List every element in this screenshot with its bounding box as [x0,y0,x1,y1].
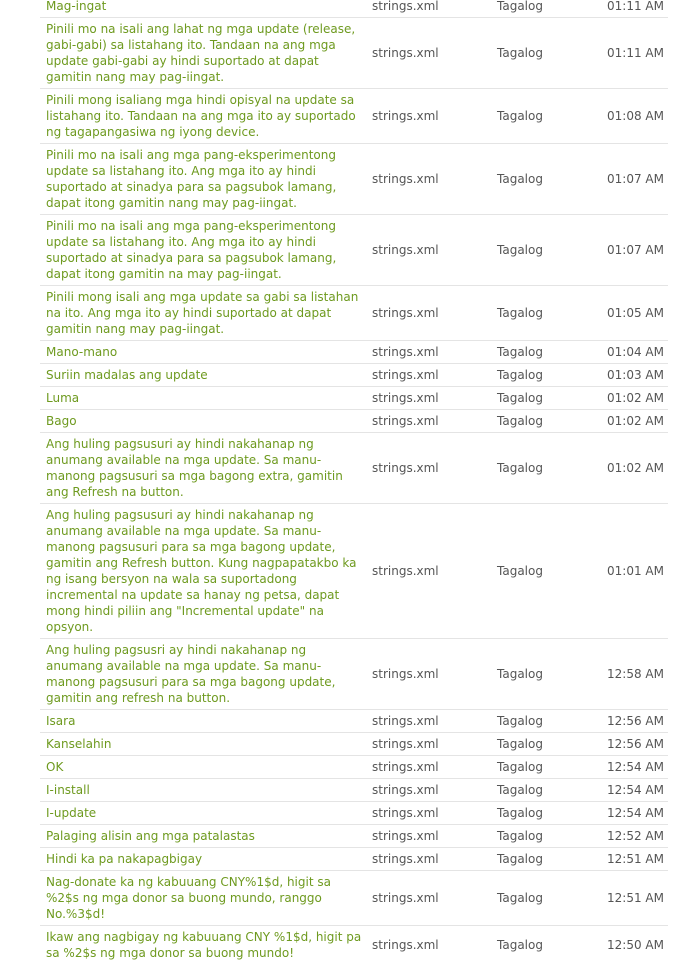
timestamp-cell: 12:52 AM [577,825,668,848]
table-row[interactable] [40,144,668,215]
language-cell: Tagalog [492,926,577,964]
file-name-cell: strings.xml [367,410,492,433]
language-cell: Tagalog [492,825,577,848]
string-text-cell [40,848,367,871]
timestamp-cell: 01:05 AM [577,286,668,341]
language-cell: Tagalog [492,286,577,341]
string-text-cell [40,89,367,144]
string-text-link[interactable]: Bago [46,414,77,428]
file-name-cell: strings.xml [367,341,492,364]
timestamp-cell: 12:54 AM [577,779,668,802]
timestamp-cell: 12:54 AM [577,802,668,825]
table-row[interactable] [40,410,668,433]
timestamp-cell: 12:58 AM [577,639,668,710]
string-text-cell [40,286,367,341]
timestamp-cell: 01:04 AM [577,341,668,364]
file-name-cell: strings.xml [367,710,492,733]
string-text-cell [40,18,367,89]
file-name-cell: strings.xml [367,18,492,89]
timestamp-cell: 01:11 AM [577,0,668,18]
string-text-link[interactable]: Nag-donate ka ng kabuuang CNY%1$d, higit sa %2$s ng mga donor sa buong mundo, ranggo No.%3$d! [46,875,331,921]
table-row[interactable] [40,387,668,410]
table-row[interactable] [40,433,668,504]
file-name-cell: strings.xml [367,364,492,387]
string-text-cell [40,387,367,410]
table-row[interactable] [40,710,668,733]
string-text-link[interactable]: Mag-ingat [46,0,106,13]
table-row[interactable] [40,341,668,364]
timestamp-cell: 12:50 AM [577,926,668,964]
string-text-link[interactable]: Ikaw ang nagbigay ng kabuuang CNY %1$d, higit pa sa %2$s ng mga donor sa buong mundo! [46,930,361,960]
language-cell: Tagalog [492,0,577,18]
language-cell: Tagalog [492,710,577,733]
language-cell: Tagalog [492,756,577,779]
string-text-link[interactable]: Mano-mano [46,345,117,359]
table-row[interactable] [40,215,668,286]
timestamp-cell: 01:07 AM [577,144,668,215]
string-text-link[interactable]: Pinili mo na isali ang lahat ng mga update (release, gabi-gabi) sa listahang ito. Tandaan na ang mga update gabi-gabi ay hindi suportado at dapat gamitin nang may pag-iingat. [46,22,355,84]
string-text-link[interactable]: Pinili mong isaliang mga hindi opisyal na update sa listahang ito. Tandaan na ang mga ito ay suportado ng tagapangasiwa ng iyong device. [46,93,356,139]
string-text-link[interactable]: I-install [46,783,90,797]
table-row[interactable] [40,89,668,144]
table-row[interactable] [40,926,668,964]
language-cell: Tagalog [492,779,577,802]
timestamp-cell: 01:07 AM [577,215,668,286]
language-cell: Tagalog [492,18,577,89]
language-cell: Tagalog [492,341,577,364]
language-cell: Tagalog [492,733,577,756]
string-text-link[interactable]: Pinili mong isali ang mga update sa gabi sa listahan na ito. Ang mga ito ay hindi suportado at dapat gamitin nang may pag-iingat. [46,290,358,336]
string-text-cell [40,825,367,848]
timestamp-cell: 12:56 AM [577,733,668,756]
language-cell: Tagalog [492,364,577,387]
timestamp-cell: 01:02 AM [577,410,668,433]
string-text-cell [40,144,367,215]
string-text-cell [40,433,367,504]
string-text-cell [40,639,367,710]
file-name-cell: strings.xml [367,871,492,926]
timestamp-cell: 01:11 AM [577,18,668,89]
timestamp-cell: 12:51 AM [577,848,668,871]
string-text-cell [40,710,367,733]
table-row[interactable] [40,779,668,802]
translation-history-list [40,0,668,964]
string-text-cell [40,410,367,433]
string-text-link[interactable]: Palaging alisin ang mga patalastas [46,829,255,843]
file-name-cell: strings.xml [367,848,492,871]
language-cell: Tagalog [492,802,577,825]
file-name-cell: strings.xml [367,802,492,825]
string-text-cell [40,926,367,964]
table-row[interactable] [40,286,668,341]
timestamp-cell: 12:54 AM [577,756,668,779]
table-row[interactable] [40,756,668,779]
file-name-cell: strings.xml [367,286,492,341]
string-text-cell [40,871,367,926]
table-row[interactable] [40,364,668,387]
string-text-cell [40,756,367,779]
string-text-cell [40,341,367,364]
timestamp-cell: 01:02 AM [577,387,668,410]
timestamp-cell: 01:01 AM [577,504,668,639]
string-text-link[interactable]: Luma [46,391,79,405]
timestamp-cell: 12:51 AM [577,871,668,926]
file-name-cell: strings.xml [367,0,492,18]
language-cell: Tagalog [492,871,577,926]
string-text-cell [40,364,367,387]
translation-history-table [40,0,668,964]
language-cell: Tagalog [492,410,577,433]
string-text-link[interactable]: Hindi ka pa nakapagbigay [46,852,202,866]
string-text-link[interactable]: I-update [46,806,96,820]
file-name-cell: strings.xml [367,825,492,848]
file-name-cell: strings.xml [367,215,492,286]
file-name-cell: strings.xml [367,779,492,802]
language-cell: Tagalog [492,215,577,286]
table-body [40,0,668,964]
table-row[interactable] [40,825,668,848]
file-name-cell: strings.xml [367,639,492,710]
string-text-cell [40,779,367,802]
string-text-cell [40,215,367,286]
file-name-cell: strings.xml [367,433,492,504]
language-cell: Tagalog [492,387,577,410]
table-row[interactable] [40,504,668,639]
file-name-cell: strings.xml [367,926,492,964]
language-cell: Tagalog [492,639,577,710]
file-name-cell: strings.xml [367,387,492,410]
file-name-cell: strings.xml [367,756,492,779]
string-text-link[interactable]: Ang huling pagsusri ay hindi nakahanap ng anumang available na mga update. Sa manu-manong pagsusuri para sa mga bagong update, gamitin ang refresh na button. [46,643,335,705]
table-row[interactable] [40,733,668,756]
table-row[interactable] [40,871,668,926]
language-cell: Tagalog [492,848,577,871]
string-text-link[interactable]: Pinili mo na isali ang mga pang-eksperimentong update sa listahang ito. Ang mga ito ay hindi suportado at sinadya para sa pagsubok lamang, dapat itong gamitin na may pag-iingat. [46,219,336,281]
language-cell: Tagalog [492,144,577,215]
string-text-cell [40,733,367,756]
timestamp-cell: 01:03 AM [577,364,668,387]
timestamp-cell: 12:56 AM [577,710,668,733]
table-row[interactable] [40,0,668,18]
table-row[interactable] [40,802,668,825]
file-name-cell: strings.xml [367,144,492,215]
timestamp-cell: 01:02 AM [577,433,668,504]
string-text-link[interactable]: OK [46,760,63,774]
language-cell: Tagalog [492,89,577,144]
string-text-cell [40,802,367,825]
string-text-link[interactable]: Ang huling pagsusuri ay hindi nakahanap ng anumang available na mga update. Sa manu-manong pagsusuri sa mga bagong extra, gamitin ang Refresh na button. [46,437,343,499]
language-cell: Tagalog [492,504,577,639]
string-text-link[interactable]: Isara [46,714,75,728]
table-row[interactable] [40,848,668,871]
string-text-link[interactable]: Suriin madalas ang update [46,368,208,382]
language-cell: Tagalog [492,433,577,504]
timestamp-cell: 01:08 AM [577,89,668,144]
table-row[interactable] [40,639,668,710]
file-name-cell: strings.xml [367,504,492,639]
string-text-link[interactable]: Ang huling pagsusuri ay hindi nakahanap ng anumang available na mga update. Sa manu-manong pagsusuri para sa mga bagong update, gamitin ang Refresh button. Kung nagpapatakbo ka ng isang bersyon na wala sa suportadong incremental na update sa hanay ng petsa, dapat mong hindi piliin ang "Incremental update" na opsyon. [46,508,357,634]
table-row[interactable] [40,18,668,89]
file-name-cell: strings.xml [367,89,492,144]
string-text-cell [40,504,367,639]
string-text-link[interactable]: Pinili mo na isali ang mga pang-eksperimentong update sa listahang ito. Ang mga ito ay hindi suportado at sinadya para sa pagsubok lamang, dapat itong gamitin nang may pag-iingat. [46,148,336,210]
file-name-cell: strings.xml [367,733,492,756]
string-text-cell [40,0,367,18]
string-text-link[interactable]: Kanselahin [46,737,111,751]
